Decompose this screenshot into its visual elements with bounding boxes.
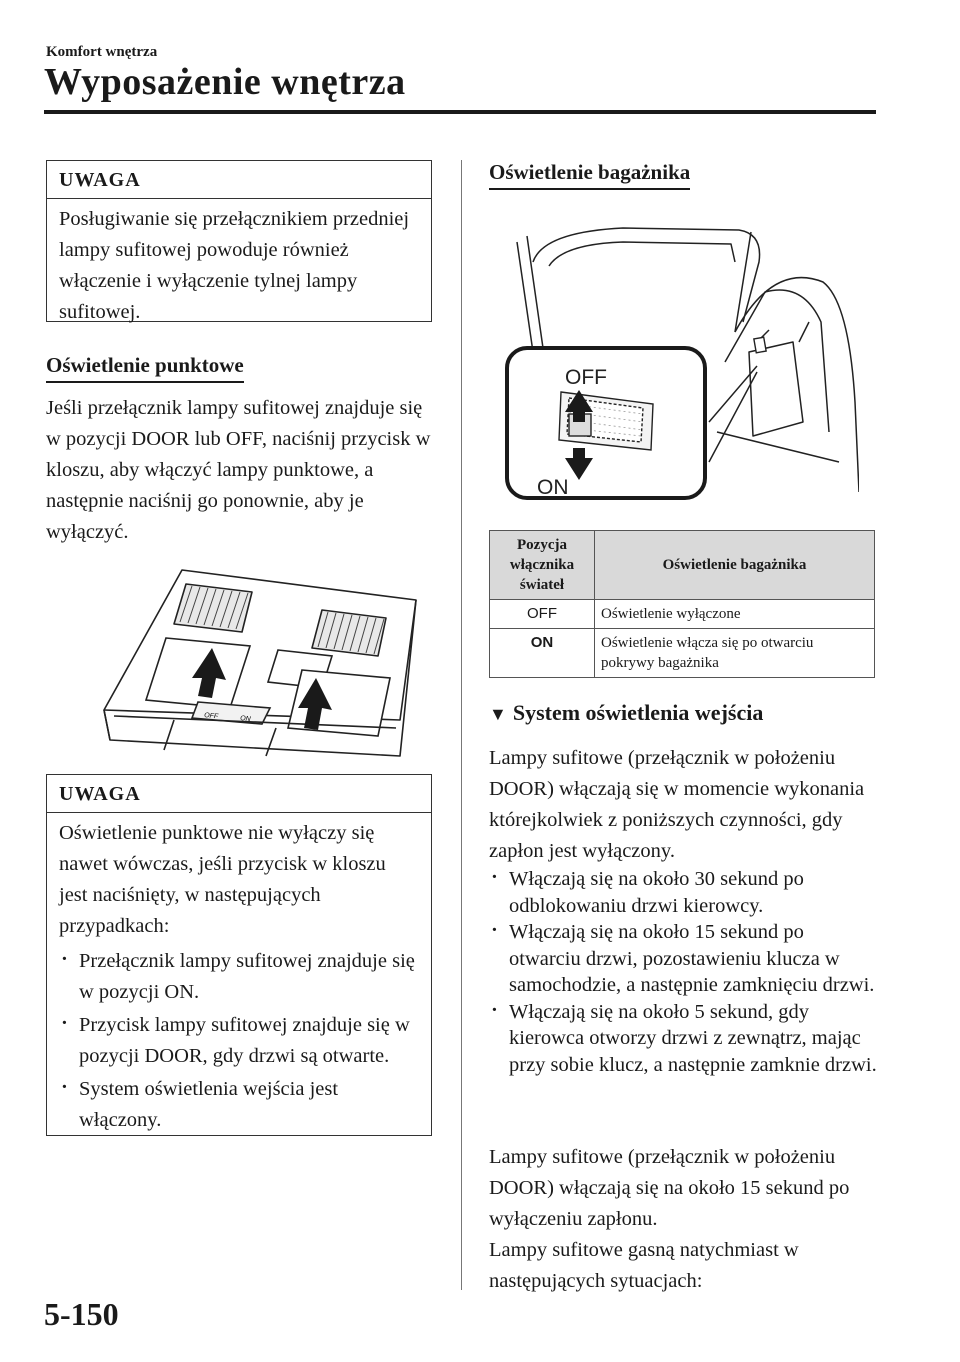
table-cell-position: ON — [490, 629, 595, 678]
table-row — [490, 629, 875, 678]
list-item: · Włączają się na około 15 sekund po otwarciu drzwi, pozostawieniu klucza w samochodzie, a następnie zamknięciu drzwi. — [489, 919, 879, 999]
entry-heading-text: System oświetlenia wejścia — [512, 700, 764, 725]
list-item: · Przełącznik lampy sufitowej znajduje się w pozycji ON. — [59, 946, 419, 1008]
header-rule — [44, 110, 876, 114]
table-header-light: Oświetlenie bagażnika — [595, 531, 875, 600]
illustration-label-off: OFF — [565, 366, 607, 389]
note-intro: Oświetlenie punktowe nie wyłączy się nawet wówczas, jeśli przycisk w kloszu jest naciśnięty, w następujących przypadkach: — [59, 822, 386, 937]
note-list — [59, 946, 419, 1136]
page-number: 5-150 — [44, 1296, 119, 1332]
spotlight-heading: Oświetlenie punktowe — [46, 353, 244, 383]
note-title: UWAGA — [47, 775, 431, 813]
list-item: · Włączają się na około 30 sekund po odblokowaniu drzwi kierowcy. — [489, 866, 879, 919]
note-box-rear-lamp — [46, 160, 432, 322]
illustration-label-on: ON — [537, 476, 569, 499]
table-cell-description: Oświetlenie wyłączone — [595, 600, 875, 629]
page-title: Wyposażenie wnętrza — [44, 61, 406, 103]
entry-intro-text: Lampy sufitowe (przełącznik w położeniu DOOR) włączają się w momencie wykonania którejkolwiek z poniższych czynności, gdy zapłon jest wyłączony. — [489, 747, 865, 862]
trunk-light-table — [489, 530, 875, 678]
switch-label-off: OFF — [203, 712, 219, 721]
entry-after-text: Lampy sufitowe (przełącznik w położeniu DOOR) włączają się na około 15 sekund po wyłączeniu zapłonu. Lampy sufitowe gasną natychmiast w następujących sytuacjach: — [489, 1146, 850, 1292]
trunk-light-illustration — [503, 222, 859, 500]
list-item: · System oświetlenia wejścia jest włączony. — [59, 1074, 419, 1136]
table-header-position: Pozycja włącznika świateł — [490, 531, 595, 600]
note-title: UWAGA — [47, 161, 431, 199]
triangle-marker-icon: ▼ — [489, 704, 507, 724]
note-box-spotlight — [46, 774, 432, 1136]
table-cell-position: OFF — [490, 600, 595, 629]
table-cell-description: Oświetlenie włącza się po otwarciu pokrywy bagażnika — [595, 629, 875, 678]
ceiling-lamp-illustration — [100, 560, 422, 760]
spotlight-text: Jeśli przełącznik lampy sufitowej znajduje się w pozycji DOOR lub OFF, naciśnij przycisk w kloszu, aby włączyć lampy punktowe, a następnie naciśnij go ponownie, aby je wyłączyć. — [46, 397, 431, 543]
entry-system-heading — [489, 700, 763, 726]
entry-conditions-list — [489, 866, 879, 1078]
table-row — [490, 600, 875, 629]
note-text: Posługiwanie się przełącznikiem przedniej lampy sufitowej powoduje również włączenie i wyłączenie tylnej lampy sufitowej. — [59, 208, 410, 323]
switch-label-on: ON — [239, 715, 251, 724]
list-item: · Przycisk lampy sufitowej znajduje się w pozycji DOOR, gdy drzwi są otwarte. — [59, 1010, 419, 1072]
column-divider — [461, 160, 462, 1290]
list-item: · Włączają się na około 5 sekund, gdy kierowca otworzy drzwi z zewnątrz, mając przy sobie klucz, a następnie zamknie drzwi. — [489, 999, 879, 1079]
trunk-light-heading: Oświetlenie bagażnika — [489, 160, 690, 190]
section-label: Komfort wnętrza — [46, 44, 158, 60]
